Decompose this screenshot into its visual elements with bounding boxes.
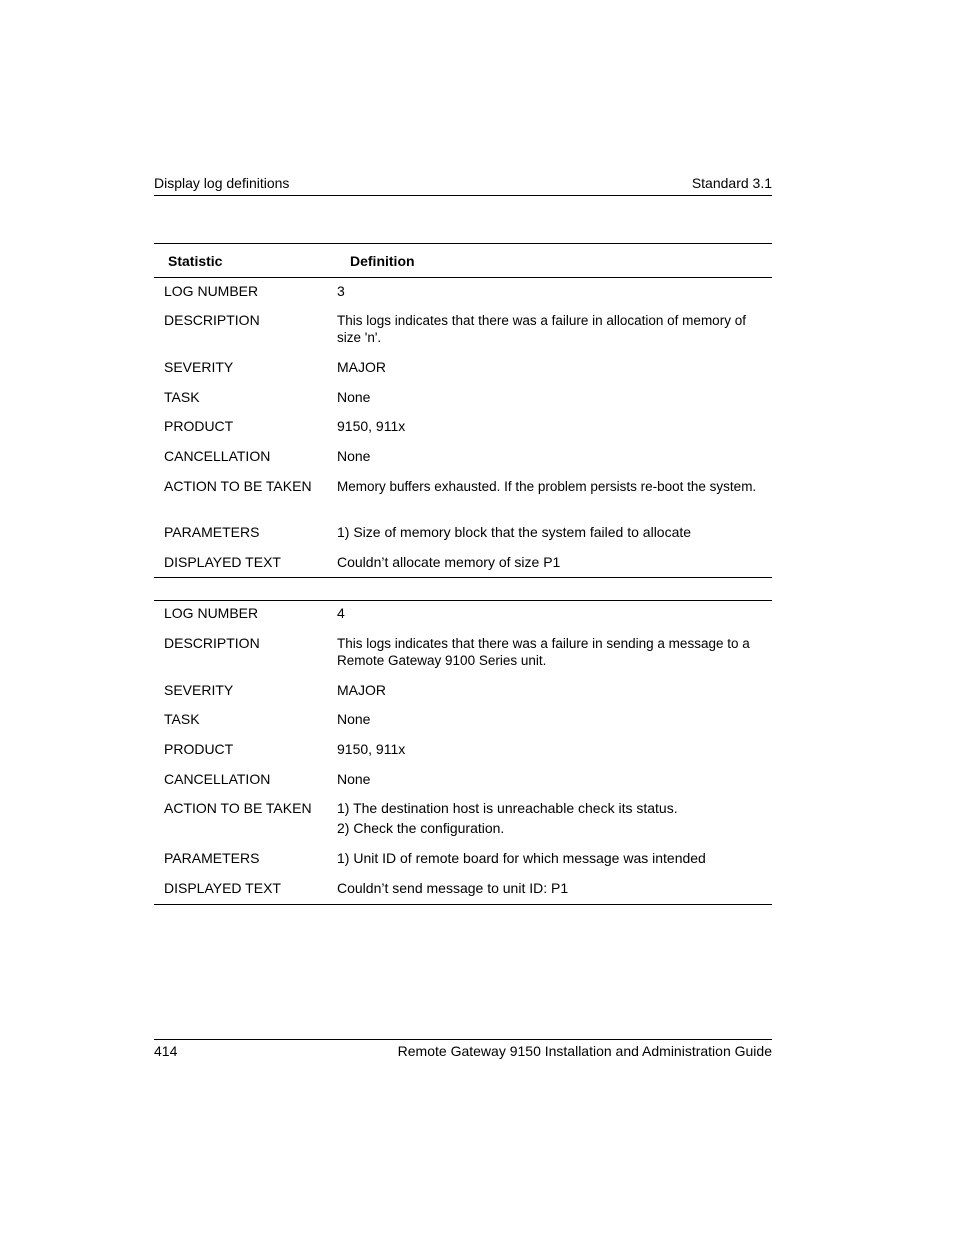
definition-cell: MAJOR <box>337 682 386 698</box>
table-row <box>154 711 757 728</box>
statistic-cell: DISPLAYED TEXT <box>164 880 281 896</box>
definition-cell: 9150, 911x <box>337 741 406 757</box>
definition-cell: 9150, 911x <box>337 418 406 434</box>
definition-cell: Memory buffers exhausted. If the problem persists re-boot the system. <box>337 479 757 494</box>
definition-cell: None <box>337 448 371 464</box>
statistic-cell: PARAMETERS <box>164 524 260 540</box>
log-block-4 <box>154 600 772 905</box>
action-line-2: 2) Check the configuration. <box>337 820 505 836</box>
table-row <box>154 800 757 837</box>
table-row <box>154 312 757 346</box>
document-title: Remote Gateway 9150 Installation and Administration Guide <box>397 1043 772 1059</box>
table-row <box>154 418 757 435</box>
definition-cell: None <box>337 389 371 405</box>
statistic-cell: ACTION TO BE TAKEN <box>164 478 312 494</box>
version-label: Standard 3.1 <box>691 175 772 191</box>
table-row <box>154 635 757 669</box>
statistic-cell: TASK <box>164 711 200 727</box>
table-row <box>154 554 757 571</box>
statistic-cell: SEVERITY <box>164 359 234 375</box>
table-row <box>154 359 757 376</box>
table-row <box>154 389 757 406</box>
statistic-cell: DISPLAYED TEXT <box>164 554 281 570</box>
statistic-cell: CANCELLATION <box>164 771 271 787</box>
definition-cell: None <box>337 711 371 727</box>
page-footer <box>154 1039 772 1063</box>
statistic-cell: PRODUCT <box>164 741 234 757</box>
definition-cell <box>337 800 757 837</box>
table-header <box>154 243 772 278</box>
table-row <box>154 682 757 699</box>
definition-cell: This logs indicates that there was a failure in allocation of memory of size 'n'. <box>337 313 746 345</box>
definition-table <box>154 243 772 278</box>
statistic-cell: TASK <box>164 389 200 405</box>
action-line-1: 1) The destination host is unreachable check its status. <box>337 800 678 816</box>
definition-cell: Couldn’t send message to unit ID: P1 <box>337 880 569 896</box>
log-block-3 <box>154 282 772 578</box>
definition-cell: 1) Unit ID of remote board for which message was intended <box>337 850 706 866</box>
table-row <box>154 478 757 495</box>
table-row <box>154 448 757 465</box>
table-row <box>154 771 757 788</box>
statistic-cell: LOG NUMBER <box>164 605 259 621</box>
definition-cell: None <box>337 771 371 787</box>
page-number: 414 <box>154 1043 178 1059</box>
table-row <box>154 741 757 758</box>
definition-cell: 1) Size of memory block that the system failed to allocate <box>337 524 692 540</box>
statistic-cell: PARAMETERS <box>164 850 260 866</box>
statistic-cell: LOG NUMBER <box>164 283 259 299</box>
statistic-cell: DESCRIPTION <box>164 635 260 651</box>
statistic-cell: DESCRIPTION <box>164 312 260 328</box>
table-row <box>154 283 757 300</box>
page-header <box>154 175 772 196</box>
definition-cell: This logs indicates that there was a failure in sending a message to a Remote Gateway 9100 Series unit. <box>337 636 750 668</box>
definition-cell: MAJOR <box>337 359 386 375</box>
statistic-cell: SEVERITY <box>164 682 234 698</box>
statistic-cell: PRODUCT <box>164 418 234 434</box>
section-title: Display log definitions <box>154 175 290 191</box>
column-header-statistic: Statistic <box>168 253 223 269</box>
table-row <box>154 880 757 897</box>
definition-cell: 4 <box>337 605 345 621</box>
definition-cell: Couldn’t allocate memory of size P1 <box>337 554 561 570</box>
table-row <box>154 850 757 867</box>
statistic-cell: ACTION TO BE TAKEN <box>164 800 312 816</box>
column-header-definition: Definition <box>350 253 415 269</box>
table-row <box>154 605 757 622</box>
statistic-cell: CANCELLATION <box>164 448 271 464</box>
table-row <box>154 524 757 541</box>
definition-cell: 3 <box>337 283 345 299</box>
